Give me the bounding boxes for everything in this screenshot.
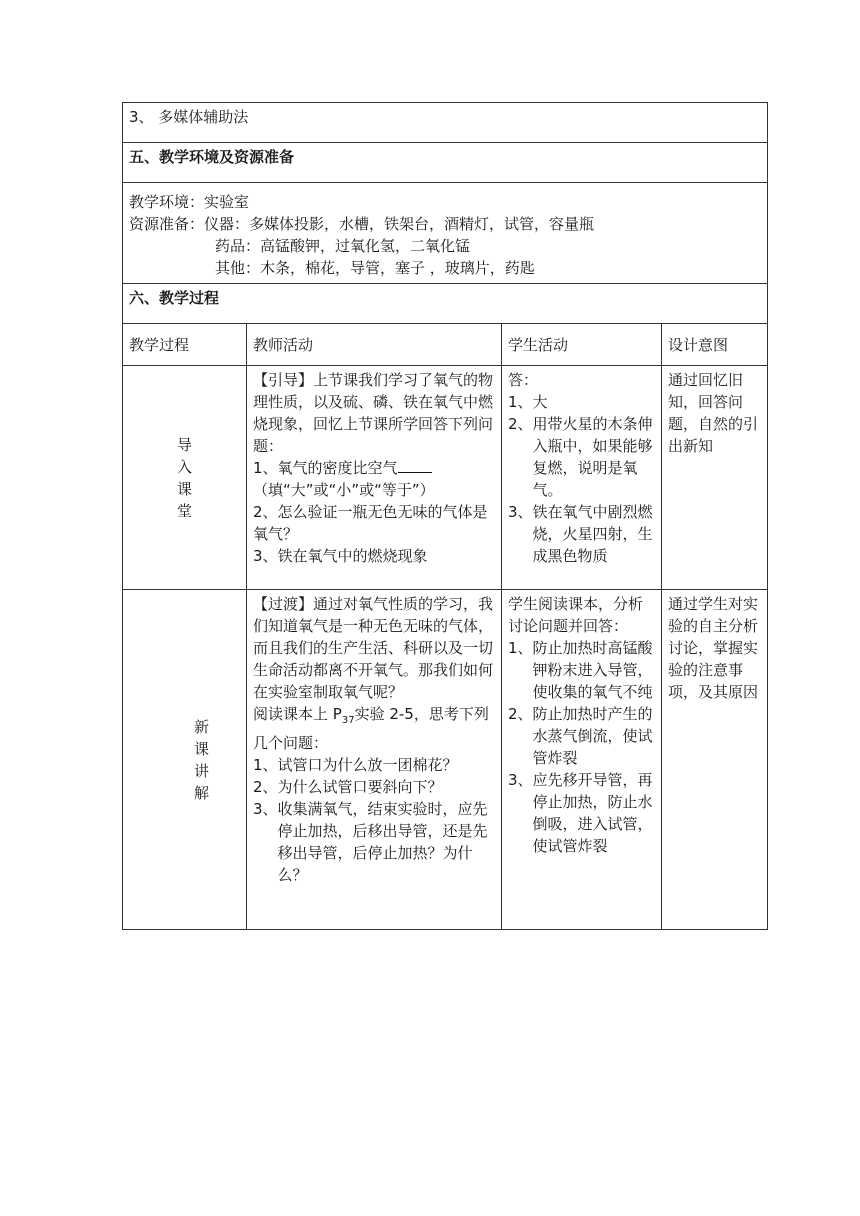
header-process: 教学过程 — [123, 324, 247, 366]
stage-label-intro: 导 入 课 堂 — [123, 366, 247, 590]
list-item: 2、 用带火星的木条伸入瓶中，如果能够复燃，说明是氧气。 — [508, 415, 653, 499]
question-2: 2、怎么验证一瓶无色无味的气体是氧气？ — [253, 503, 488, 543]
student-activity-new-lesson — [502, 590, 662, 930]
resource-label: 资源准备： — [129, 215, 205, 233]
teacher-transition-text: 【过渡】通过对氧气性质的学习，我们知道氧气是一种无色无味的气体，而且我们的生产生活、科研以及一切生命活动都离不开氧气。那我们如何在实验室制取氧气呢？ — [253, 595, 494, 701]
list-item: 1、 防止加热时高锰酸钾粉末进入导管，使收集的氧气不纯 — [508, 639, 653, 701]
student-activity-intro — [502, 366, 662, 590]
student-intro-text: 学生阅读课本，分析讨论问题并回答： — [508, 595, 644, 635]
header-intent: 设计意图 — [662, 324, 768, 366]
teacher-intro-text: 【引导】上节课我们学习了氧气的物理性质，以及硫、磷、铁在氧气中燃烧现象，回忆上节课所学回答下列问题： — [253, 371, 494, 455]
reading-instruction: 阅读课本上 $P_{37}$实验 2-5，思考下列几个问题： — [253, 705, 489, 752]
section5-content-row — [123, 183, 768, 284]
methods-item: 3、 多媒体辅助法 — [123, 103, 768, 143]
list-item: 3、 铁在氧气中剧烈燃烧，火星四射，生成黑色物质 — [508, 503, 653, 565]
section5-title: 五、教学环境及资源准备 — [123, 143, 768, 183]
question-3: 3、铁在氧气中的燃烧现象 — [253, 547, 428, 565]
student-answers-intro — [508, 391, 655, 567]
lesson-plan-table — [122, 102, 768, 930]
list-item: 3、 收集满氧气，结束实验时，应先停止加热，后移出导管，还是先移出导管，后停止加热？为什么？ — [253, 800, 488, 884]
fill-blank — [398, 458, 432, 473]
methods-row — [123, 103, 768, 143]
teacher-activity-new-lesson — [247, 590, 502, 930]
header-teacher: 教师活动 — [247, 324, 502, 366]
design-intent-new-lesson: 通过学生对实验的自主分析讨论，掌握实验的注意事项，及其原因 — [662, 590, 768, 930]
list-item: 1、 试管口为什么放一团棉花？ — [253, 756, 458, 774]
teacher-activity-intro — [247, 366, 502, 590]
resource-drugs: 药品：高锰酸钾，过氧化氢，二氧化锰 — [215, 237, 471, 255]
question-1: 1、氧气的密度比空气（填“大”或“小”或“等于”） — [253, 459, 435, 499]
resource-instruments — [129, 213, 761, 235]
teaching-environment: 教学环境：实验室 — [129, 193, 250, 211]
teacher-questions — [253, 754, 495, 886]
student-answers-new-lesson — [508, 637, 655, 857]
list-item: 2、 防止加热时产生的水蒸气倒流，使试管炸裂 — [508, 705, 653, 767]
header-row — [123, 324, 768, 366]
section6-title-row — [123, 284, 768, 324]
header-student: 学生活动 — [502, 324, 662, 366]
stage-label-new-lesson: 新 课 讲 解 — [123, 590, 247, 930]
section6-title: 六、教学过程 — [123, 284, 768, 324]
section5-content — [123, 183, 768, 284]
student-answer-label: 答： — [508, 371, 539, 389]
process-row-intro — [123, 366, 768, 590]
list-item: 1、 大 — [508, 393, 548, 411]
instruments-text: 仪器：多媒体投影，水槽，铁架台，酒精灯，试管，容量瓶 — [204, 215, 595, 233]
section5-title-row — [123, 143, 768, 183]
list-item: 2、 为什么试管口要斜向下？ — [253, 778, 443, 796]
design-intent-intro: 通过回忆旧知，回答问题，自然的引出新知 — [662, 366, 768, 590]
resource-others: 其他：木条，棉花，导管，塞子 ，玻璃片，药匙 — [215, 259, 535, 277]
process-row-new-lesson — [123, 590, 768, 930]
list-item: 3、 应先移开导管，再停止加热，防止水倒吸，进入试管，使试管炸裂 — [508, 771, 653, 855]
